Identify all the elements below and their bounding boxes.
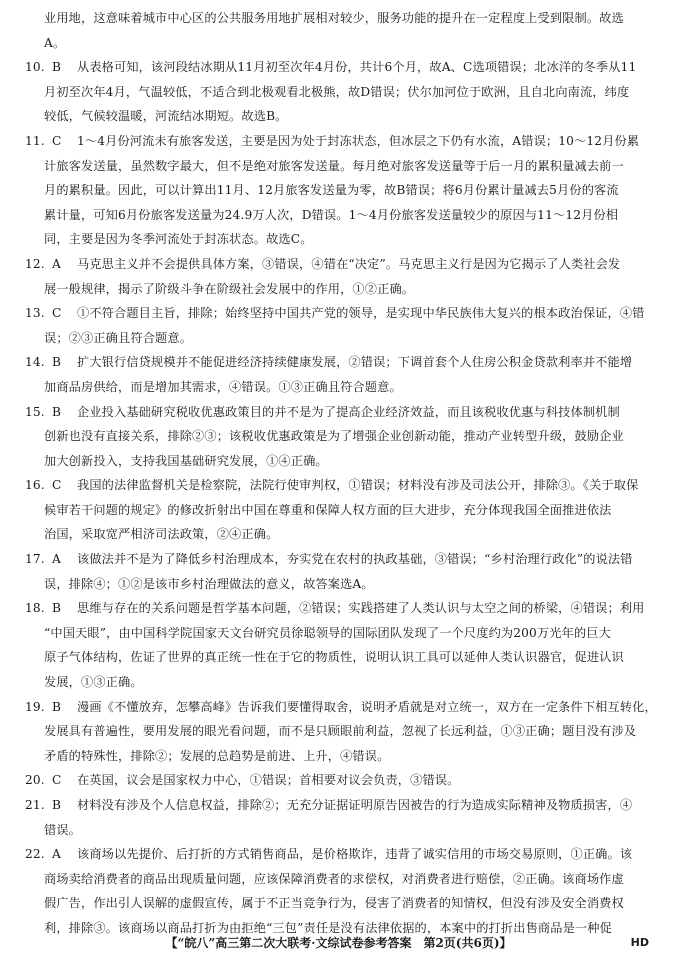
footer-title: 【“皖八”高三第二次大联考·文综试卷参考答案 第2页(共6页)】 <box>165 936 512 950</box>
answer-explanations <box>25 6 657 941</box>
line-text: 较低，气候较温暖，河流结冰期短。故选B。 <box>44 109 288 124</box>
question-number: 13. <box>25 306 45 321</box>
line-text: 利，排除③。该商场以商品打折为由拒绝“三包”责任是没有法律依据的，本案中的打折出售商品是一种促 <box>44 920 612 935</box>
page-footer <box>0 932 677 954</box>
text-line <box>25 104 657 129</box>
answer-letter: B <box>52 355 62 370</box>
line-text: 计旅客发送量，虽然数字最大，但不是绝对旅客发送量。每月绝对旅客发送量等于后一月的累积量减去前一 <box>44 158 624 173</box>
text-line <box>25 80 657 105</box>
question-line <box>25 252 657 277</box>
line-text: 误；②③正确且符合题意。 <box>44 330 193 345</box>
question-line <box>25 695 657 720</box>
text-line <box>25 375 657 400</box>
text-line <box>25 424 657 449</box>
line-text: 累计量，可知6月份旅客发送量为24.9万人次，D错误。1～4月份旅客发送量较少的原因与11～12月份相 <box>44 207 619 222</box>
question-line <box>25 473 657 498</box>
question-line <box>25 547 657 572</box>
line-text: 商场卖给消费者的商品出现质量问题，应该保障消费者的求偿权，对消费者进行赔偿，②正确。该商场作虚 <box>44 871 624 886</box>
line-text: 该做法并不是为了降低乡村治理成本，夯实党在农村的执政基础，③错误；“乡村治理行政化”的说法错 <box>77 552 633 567</box>
question-number: 16. <box>25 478 45 493</box>
question-number: 11. <box>25 133 45 148</box>
line-text: 假广告，作出引人误解的虚假宣传，属于不正当竞争行为，侵害了消费者的知情权，但没有涉及安全消费权 <box>44 896 624 911</box>
answer-letter: B <box>52 601 62 616</box>
text-line <box>25 719 657 744</box>
question-number: 18. <box>25 601 45 616</box>
text-line <box>25 6 657 31</box>
answer-letter: C <box>52 773 62 788</box>
line-text: 治国，采取宽严相济司法政策，②④正确。 <box>44 527 279 542</box>
line-text: 业用地，这意味着城市中心区的公共服务用地扩展相对较少，服务功能的提升在一定程度上受到限制。故选 <box>44 11 624 25</box>
answer-letter: A <box>52 552 61 567</box>
line-text: 材料没有涉及个人信息权益，排除②；无充分证据证明原告因被告的行为造成实际精神及物质损害，④ <box>77 798 633 812</box>
line-text: 思维与存在的关系问题是哲学基本问题，②错误；实践搭建了人类认识与太空之间的桥梁，④错误；利用 <box>77 601 645 616</box>
line-text: 展一般规律，揭示了阶级斗争在阶级社会发展中的作用，①②正确。 <box>44 281 415 296</box>
line-text: 月的累积量。因此，可以计算出11月、12月旅客发送量为零，故B错误；将6月份累计量减去5月份的客流 <box>44 183 619 198</box>
line-text: 漫画《不懂放弃，怎攀高峰》告诉我们要懂得取舍，说明矛盾就是对立统一，双方在一定条件下相互转化， <box>77 699 657 714</box>
answer-letter: B <box>52 60 62 75</box>
text-line <box>25 31 657 56</box>
line-text: ①不符合题目主旨，排除；始终坚持中国共产党的领导，是实现中华民族伟大复兴的根本政治保证，④错 <box>77 306 645 321</box>
line-text: 误，排除④；①②是该市乡村治理做法的意义，故答案选A。 <box>44 576 374 591</box>
answer-letter: B <box>52 798 62 812</box>
line-text: 加商品房供给，而是增加其需求，④错误。①③正确且符合题意。 <box>44 379 402 394</box>
question-line <box>25 842 657 867</box>
question-number: 19. <box>25 699 45 714</box>
question-line <box>25 301 657 326</box>
line-text: 1～4月份河流未有旅客发送，主要是因为处于封冻状态，但冰层之下仍有水流，A错误；10～12月份累 <box>77 133 640 148</box>
text-line <box>25 449 657 474</box>
answer-letter: C <box>52 306 62 321</box>
question-line <box>25 793 657 818</box>
text-line <box>25 326 657 351</box>
text-line <box>25 891 657 916</box>
question-line <box>25 596 657 621</box>
text-line <box>25 522 657 547</box>
answer-letter: A <box>52 847 61 862</box>
line-text: 错误。 <box>44 822 82 837</box>
text-line <box>25 572 657 597</box>
answer-letter: C <box>52 133 62 148</box>
question-line <box>25 400 657 425</box>
line-text: 矛盾的特殊性，排除②；发展的总趋势是前进、上升，④错误。 <box>44 748 390 763</box>
line-text: 月初至次年4月，气温较低，不适合到北极观看北极熊，故D错误；伏尔加河位于欧洲，且自北向南流，纬度 <box>44 84 630 99</box>
question-line <box>25 55 657 80</box>
question-line <box>25 768 657 793</box>
text-line <box>25 498 657 523</box>
line-text: 我国的法律监督机关是检察院，法院行使审判权，①错误；材料没有涉及司法公开，排除③。《关于取保 <box>77 478 639 493</box>
question-number: 15. <box>25 404 45 419</box>
line-text: 同，主要是因为冬季河流处于封冻状态。故选C。 <box>44 232 313 247</box>
line-text: 创新也没有直接关系，排除②③；该税收优惠政策是为了增强企业创新动能，推动产业转型升级，鼓励企业 <box>44 429 624 444</box>
answer-letter: B <box>52 699 62 714</box>
answer-letter: B <box>52 404 62 419</box>
line-text: 发展，①③正确。 <box>44 675 143 690</box>
question-number: 12. <box>25 256 45 271</box>
text-line <box>25 818 657 843</box>
question-line <box>25 129 657 154</box>
text-line <box>25 154 657 179</box>
line-text: 从表格可知，该河段结冰期从11月初至次年4月份，共计6个月，故A、C选项错误；北冰洋的冬季从11 <box>77 60 637 75</box>
line-text: 企业投入基础研究税收优惠政策目的并不是为了提高企业经济效益，而且该税收优惠与科技体制机制 <box>77 404 620 419</box>
text-line <box>25 670 657 695</box>
line-text: 加大创新投入，支持我国基础研究发展，①④正确。 <box>44 453 328 468</box>
line-text: 扩大银行信贷规模并不能促进经济持续健康发展，②错误；下调首套个人住房公积金贷款利率并不能增 <box>77 355 633 370</box>
text-line <box>25 645 657 670</box>
answer-letter: C <box>52 478 62 493</box>
line-text: 原子气体结构，佐证了世界的真正统一性在于它的物质性，说明认识工具可以延伸人类认识器官，促进认识 <box>44 650 624 665</box>
line-text: 该商场以先提价、后打折的方式销售商品，是价格欺诈，违背了诚实信用的市场交易原则，①正确。该 <box>77 847 633 862</box>
question-number: 21. <box>25 798 45 812</box>
question-number: 10. <box>25 60 45 75</box>
question-number: 20. <box>25 773 45 788</box>
question-number: 17. <box>25 552 45 567</box>
question-number: 22. <box>25 847 45 862</box>
question-line <box>25 350 657 375</box>
line-text: A。 <box>44 35 66 50</box>
text-line <box>25 178 657 203</box>
line-text: 马克思主义并不会提供具体方案，③错误，④错在“决定”。马克思主义行是因为它揭示了人类社会发 <box>77 256 621 271</box>
text-line <box>25 621 657 646</box>
footer-code: HD <box>630 936 649 949</box>
line-text: “中国天眼”，由中国科学院国家天文台研究员徐聪领导的国际团队发现了一个尺度约为200万光年的巨大 <box>44 625 611 640</box>
text-line <box>25 227 657 252</box>
text-line <box>25 867 657 892</box>
text-line <box>25 277 657 302</box>
line-text: 候审若干问题的规定》的修改折射出中国在尊重和保障人权方面的巨大进步，充分体现我国全面推进依法 <box>44 502 612 517</box>
question-number: 14. <box>25 355 45 370</box>
answer-letter: A <box>52 256 61 271</box>
text-line <box>25 203 657 228</box>
text-line <box>25 744 657 769</box>
line-text: 发展具有普遍性，要用发展的眼光看问题，而不是只顾眼前利益，忽视了长远利益，①③正确；题目没有涉及 <box>44 724 637 739</box>
line-text: 在英国，议会是国家权力中心，①错误；首相要对议会负责，③错误。 <box>77 773 460 788</box>
